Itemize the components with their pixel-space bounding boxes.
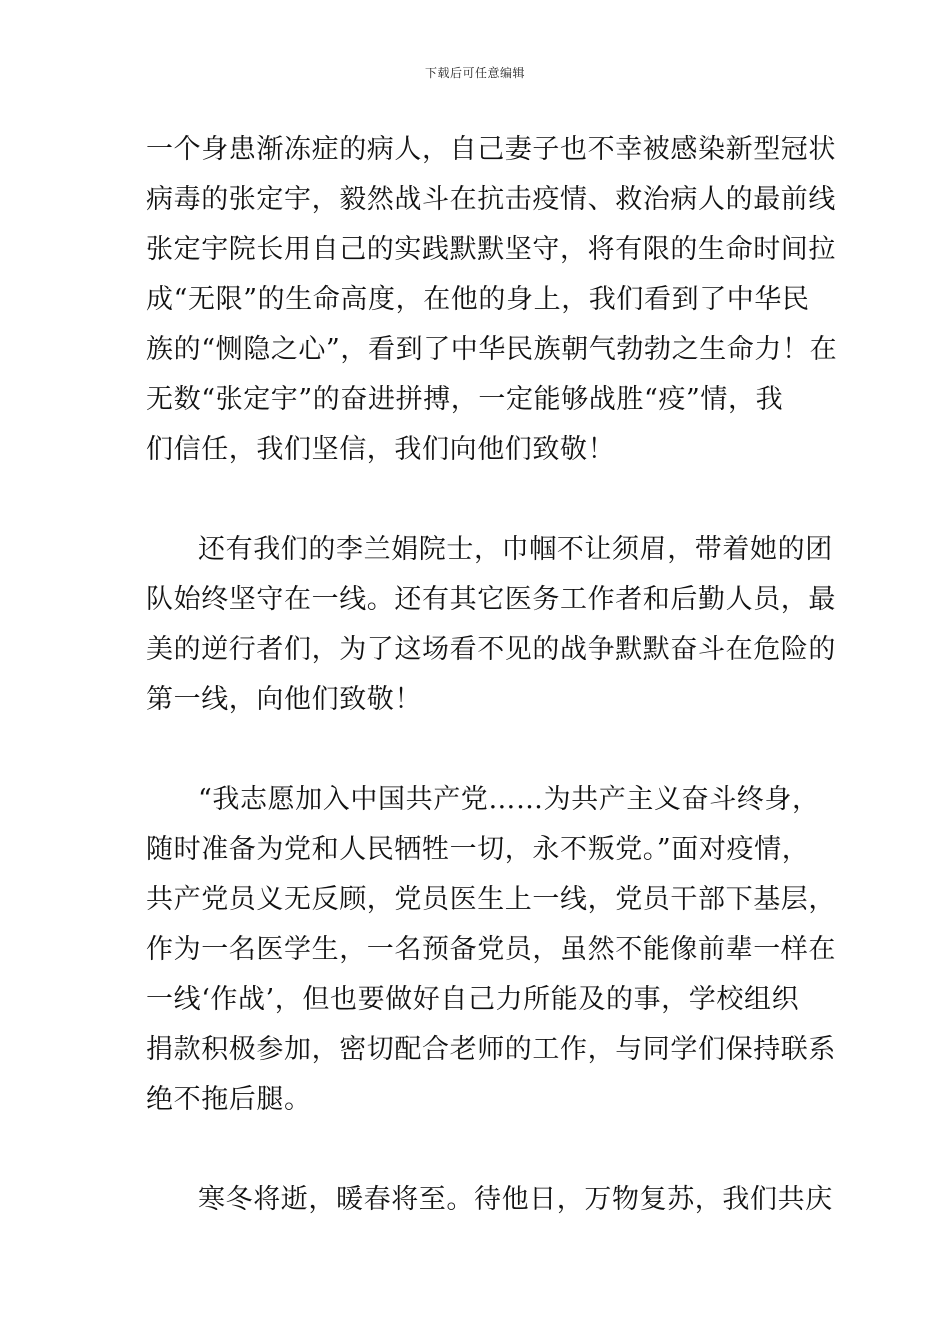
paragraph-3-line-5: 一线‘作战’，但也要做好自己力所能及的事，学校组织 [146,984,800,1015]
paragraph-4-line-1: 寒冬将逝，暖春将至。待他日，万物复苏，我们共庆 [198,1184,833,1215]
paragraph-3-line-6: 捐款积极参加，密切配合老师的工作，与同学们保持联系 [146,1034,836,1065]
paragraph-1-line-2: 病毒的张定宇，毅然战斗在抗击疫情、救治病人的最前线 [146,184,836,215]
paragraph-1-line-1: 一个身患渐冻症的病人，自己妻子也不幸被感染新型冠状 [146,134,836,165]
paragraph-1-line-6: 无数“张定宇”的奋进拼搏，一定能够战胜“疫”情，我 [146,384,784,415]
paragraph-1-line-5: 族的“恻隐之心”，看到了中华民族朝气勃勃之生命力！在 [146,334,838,365]
paragraph-3-line-7: 绝不拖后腿。 [146,1084,312,1115]
paragraph-3-line-2: 随时准备为党和人民牺牲一切，永不叛党。”面对疫情， [146,834,810,865]
header-note: 下载后可任意编辑 [424,66,525,80]
paragraph-1-line-3: 张定宇院长用自己的实践默默坚守，将有限的生命时间拉 [146,234,836,265]
paragraph-2-line-2: 队始终坚守在一线。还有其它医务工作者和后勤人员，最 [146,584,836,615]
paragraph-1-line-4: 成“无限”的生命高度，在他的身上，我们看到了中华民 [146,284,810,315]
paragraph-1-line-7: 们信任，我们坚信，我们向他们致敬！ [146,434,616,465]
paragraph-2-line-4: 第一线，向他们致敬！ [146,684,422,715]
paragraph-3-line-3: 共产党员义无反顾，党员医生上一线，党员干部下基层， [146,884,836,915]
paragraph-2-line-3: 美的逆行者们，为了这场看不见的战争默默奋斗在危险的 [146,634,836,665]
paragraph-2-line-1: 还有我们的李兰娟院士，巾帼不让须眉，带着她的团 [198,534,833,565]
paragraph-3-line-4: 作为一名医学生，一名预备党员，虽然不能像前辈一样在 [146,934,836,965]
paragraph-3-line-1: “我志愿加入中国共产党……为共产主义奋斗终身， [198,784,820,815]
